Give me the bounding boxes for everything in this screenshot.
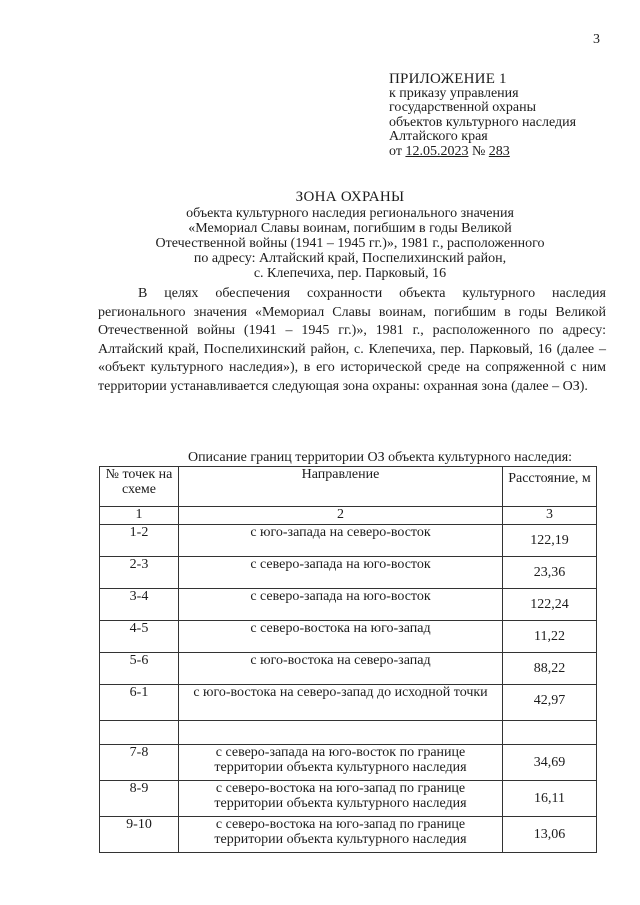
zone-subtitle-line: по адресу: Алтайский край, Поспелихинский район, (193, 251, 507, 266)
table-row (100, 621, 597, 653)
row-distance: 88,22 (503, 653, 597, 685)
row-points: 6-1 (100, 685, 179, 721)
column-number: 3 (503, 507, 597, 525)
column-number: 2 (179, 507, 503, 525)
table-row (100, 589, 597, 621)
row-distance: 16,11 (503, 781, 597, 817)
row-distance: 122,24 (503, 589, 597, 621)
page-number: 3 (593, 32, 600, 47)
row-direction: с юго-востока на северо-запад (179, 653, 503, 685)
appendix-line: государственной охраны (389, 100, 537, 115)
zone-title: ЗОНА ОХРАНЫ (295, 189, 405, 205)
boundaries-table (99, 466, 597, 853)
row-direction: с юго-востока на северо-запад до исходной точки (179, 685, 503, 721)
table-row (100, 653, 597, 685)
row-distance: 42,97 (503, 685, 597, 721)
zone-header (100, 190, 600, 281)
row-direction: с северо-востока на юго-запад по границе территории объекта культурного наследия (179, 781, 503, 817)
row-direction: с юго-запада на северо-восток (179, 525, 503, 557)
zone-subtitle-line: Отечественной войны (1941 – 1945 гг.)», 1981 г., расположенного (155, 236, 545, 251)
zone-subtitle-line: объекта культурного наследия регионального значения (186, 206, 514, 221)
table-row (100, 817, 597, 853)
row-distance (503, 721, 597, 745)
appendix-line: к приказу управления (389, 85, 519, 101)
header-distance: Расстояние, м (503, 467, 597, 507)
table-header-row (100, 467, 597, 507)
table-row (100, 685, 597, 721)
row-points: 9-10 (100, 817, 179, 853)
appendix-title: ПРИЛОЖЕНИЕ 1 (389, 71, 507, 87)
row-direction: с северо-востока на юго-запад по границе территории объекта культурного наследия (179, 817, 503, 853)
row-distance: 34,69 (503, 745, 597, 781)
appendix-line: объектов культурного наследия (389, 114, 577, 130)
row-direction (179, 721, 503, 745)
row-points: 2-3 (100, 557, 179, 589)
number-sign: № (471, 143, 486, 159)
row-points: 4-5 (100, 621, 179, 653)
table-row (100, 525, 597, 557)
row-distance: 23,36 (503, 557, 597, 589)
row-direction: с северо-запада на юго-восток (179, 557, 503, 589)
row-distance: 13,06 (503, 817, 597, 853)
row-points: 7-8 (100, 745, 179, 781)
table-row-empty (100, 721, 597, 745)
body-paragraph: В целях обеспечения сохранности объекта культурного наследия регионального значения «Мемориал Славы воинам, погибшим в годы Великой Отечественной войны (1941 – 1945 гг.)», 1981 г., расположенного по адресу: Алтайский край, Поспелихинский район, с. Клепечиха, пер. Парковый, 16 (далее – «объект культурного наследия»), в его исторической среде на сопряженной с ним территории устанавливается следующая зона охраны: охранная зона (далее – ОЗ). (98, 286, 606, 394)
table-caption: Описание границ территории ОЗ объекта культурного наследия: (187, 450, 573, 465)
row-distance: 11,22 (503, 621, 597, 653)
column-numbers-row (100, 507, 597, 525)
appendix-date-line (389, 145, 576, 160)
header-points: № точек на схеме (100, 467, 179, 507)
row-distance: 122,19 (503, 525, 597, 557)
header-direction: Направление (179, 467, 503, 507)
table-row (100, 557, 597, 589)
row-points: 5-6 (100, 653, 179, 685)
table-row (100, 781, 597, 817)
zone-subtitle-line: «Мемориал Славы воинам, погибшим в годы Великой (188, 221, 512, 236)
date-prefix: от (389, 143, 402, 159)
column-number: 1 (100, 507, 179, 525)
row-points (100, 721, 179, 745)
table-row (100, 745, 597, 781)
zone-subtitle-line: с. Клепечиха, пер. Парковый, 16 (253, 266, 447, 281)
row-direction: с северо-востока на юго-запад (179, 621, 503, 653)
row-direction: с северо-запада на юго-восток (179, 589, 503, 621)
order-number: 283 (488, 143, 510, 159)
row-points: 8-9 (100, 781, 179, 817)
appendix-line: Алтайского края (389, 129, 488, 144)
row-points: 3-4 (100, 589, 179, 621)
order-date: 12.05.2023 (405, 143, 469, 159)
row-direction: с северо-запада на юго-восток по границе территории объекта культурного наследия (179, 745, 503, 781)
row-points: 1-2 (100, 525, 179, 557)
appendix-block (389, 72, 576, 159)
